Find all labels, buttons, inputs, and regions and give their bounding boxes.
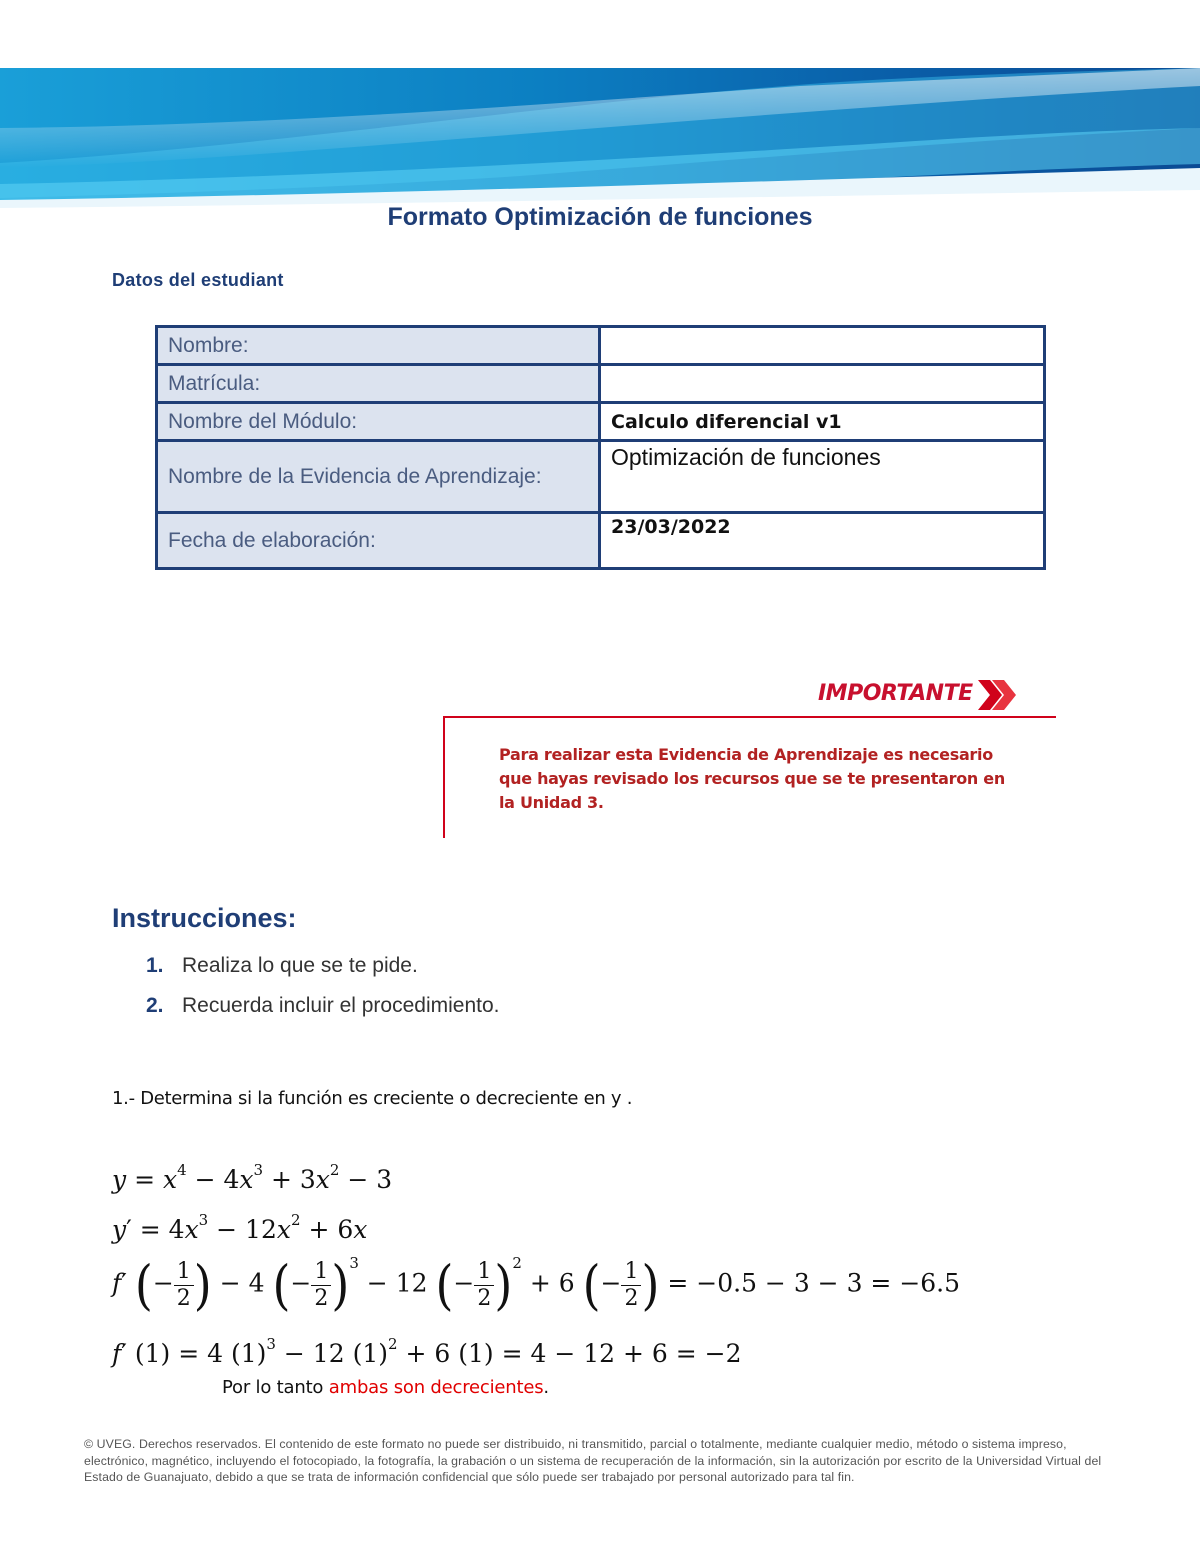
table-row bbox=[157, 441, 1045, 513]
question-text: 1.- Determina si la función es creciente o decreciente en y . bbox=[112, 1088, 633, 1109]
instructions-title: Instrucciones: bbox=[112, 903, 297, 933]
module-value[interactable]: Calculo diferencial v1 bbox=[600, 403, 1045, 441]
header-banner bbox=[0, 68, 1200, 216]
table-row bbox=[157, 403, 1045, 441]
name-label: Nombre: bbox=[157, 327, 600, 365]
conclusion-prefix: Por lo tanto bbox=[222, 1377, 329, 1398]
list-item bbox=[146, 992, 500, 1032]
important-text: Para realizar esta Evidencia de Aprendizaje es necesario que hayas revisado los recursos que se te presentaron en la Unidad 3. bbox=[499, 745, 1005, 812]
list-number: 1. bbox=[146, 954, 164, 977]
student-section-label: Datos del estudiant bbox=[112, 270, 284, 290]
conclusion-suffix: . bbox=[543, 1377, 549, 1398]
module-label: Nombre del Módulo: bbox=[157, 403, 600, 441]
conclusion-highlight: ambas son decrecientes bbox=[328, 1377, 544, 1398]
equation-eval-one: f′ (1) = 4 $(1)^3 - 12$ $(1)^2 + 6$ (1) = 4 − 12 + 6 = −2 bbox=[112, 1335, 742, 1368]
equation-derivative: $y' = 4x^3 - 12x^2 + 6x$ bbox=[112, 1211, 368, 1244]
double-chevron-icon bbox=[974, 676, 1018, 714]
evidence-label: Nombre de la Evidencia de Aprendizaje: bbox=[157, 441, 600, 513]
name-value[interactable] bbox=[600, 327, 1045, 365]
copyright-footer: © UVEG. Derechos reservados. El contenido de este formato no puede ser distribuido, ni transmitido, parcial o totalmente, mediante cualquier medio, método o sistema impreso, electrónico, magnético, incluyendo el fotocopiado, la fotografía, la grabación o un sistema de recuperación de la información, sin la autorización por escrito de la Universidad Virtual del Estado de Guanajuato, debido a que se trata de información confidencial que sólo puede ser trabajado por personal autorizado para tal fin. bbox=[84, 1437, 1102, 1484]
document-title: Formato Optimización de funciones bbox=[387, 203, 813, 231]
evidence-value[interactable]: Optimización de funciones bbox=[600, 441, 1045, 513]
table-row bbox=[157, 365, 1045, 403]
date-value[interactable]: 23/03/2022 bbox=[600, 513, 1045, 569]
table-row bbox=[157, 513, 1045, 569]
important-border-left bbox=[443, 716, 445, 838]
conclusion-text bbox=[222, 1377, 549, 1398]
list-item bbox=[146, 952, 500, 992]
matricula-value[interactable] bbox=[600, 365, 1045, 403]
important-title: IMPORTANTE bbox=[818, 681, 973, 706]
date-label: Fecha de elaboración: bbox=[157, 513, 600, 569]
list-number: 2. bbox=[146, 994, 164, 1017]
student-data-table bbox=[155, 325, 1046, 570]
matricula-label: Matrícula: bbox=[157, 365, 600, 403]
important-border-top bbox=[444, 716, 1056, 718]
instructions-list bbox=[146, 952, 500, 1032]
list-text: Recuerda incluir el procedimiento. bbox=[182, 994, 500, 1017]
table-row bbox=[157, 327, 1045, 365]
equation-eval-half: f′ (− $\frac{1}{2}$ ) − 4 (− $\frac{1}{2}$ )$^3$ − 12 (− $\frac{1}{2}$ )$^2$ + 6 (− $\frac{1}{2}$ ) = −0.5 − 3 − 3 = −6.5 bbox=[112, 1253, 961, 1317]
list-text: Realiza lo que se te pide. bbox=[182, 954, 418, 977]
equation-function: $y = x^4 - 4x^3 + 3x^2 - 3$ bbox=[112, 1161, 393, 1194]
